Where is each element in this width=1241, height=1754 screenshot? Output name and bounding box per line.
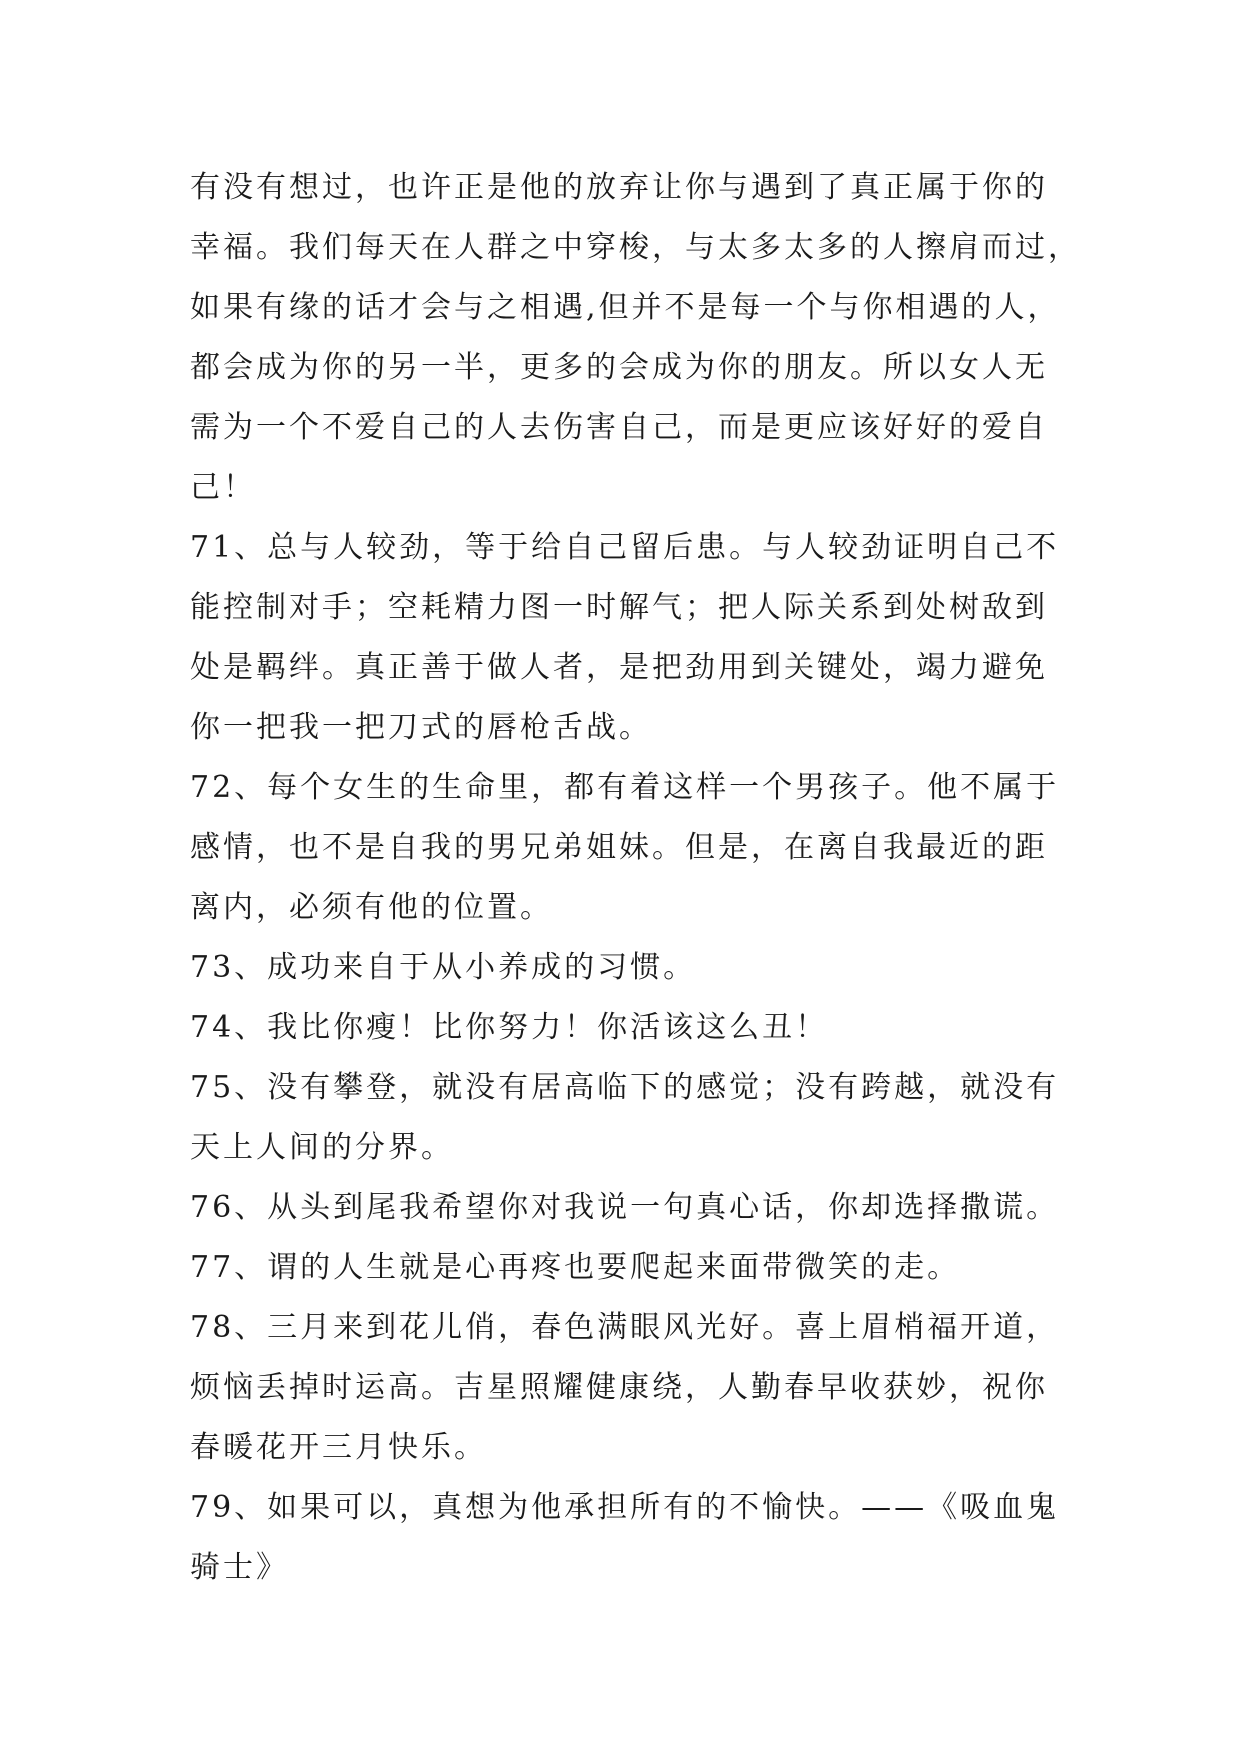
text-line: 都会成为你的另一半，更多的会成为你的朋友。所以女人无 <box>190 350 1048 385</box>
text-line: 天上人间的分界。 <box>190 1130 454 1165</box>
text-line: 77、谓的人生就是心再疼也要爬起来面带微笑的走。 <box>190 1250 961 1285</box>
text-line: 需为一个不爱自己的人去伤害自己，而是更应该好好的爱自 <box>190 410 1048 445</box>
text-line: 己！ <box>190 470 256 505</box>
text-line: 73、成功来自于从小养成的习惯。 <box>190 950 697 985</box>
text-line: 71、总与人较劲，等于给自己留后患。与人较劲证明自己不 <box>190 530 1060 565</box>
text-line: 如果有缘的话才会与之相遇,但并不是每一个与你相遇的人， <box>190 290 1061 325</box>
text-line: 76、从头到尾我希望你对我说一句真心话，你却选择撒谎。 <box>190 1190 1060 1225</box>
text-line: 75、没有攀登，就没有居高临下的感觉；没有跨越，就没有 <box>190 1070 1060 1105</box>
text-line: 79、如果可以，真想为他承担所有的不愉快。——《吸血鬼 <box>190 1490 1060 1525</box>
text-line: 烦恼丢掉时运高。吉星照耀健康绕，人勤春早收获妙，祝你 <box>190 1370 1048 1405</box>
text-line: 有没有想过，也许正是他的放弃让你与遇到了真正属于你的 <box>190 170 1048 205</box>
text-line: 处是羁绊。真正善于做人者，是把劲用到关键处，竭力避免 <box>190 650 1048 685</box>
text-line: 春暖花开三月快乐。 <box>190 1430 487 1465</box>
text-line: 74、我比你瘦！比你努力！你活该这么丑！ <box>190 1010 829 1045</box>
text-line: 72、每个女生的生命里，都有着这样一个男孩子。他不属于 <box>190 770 1060 805</box>
text-line: 你一把我一把刀式的唇枪舌战。 <box>190 710 652 745</box>
document-body <box>190 158 1090 1598</box>
text-line: 离内，必须有他的位置。 <box>190 890 553 925</box>
text-line: 骑士》 <box>190 1550 289 1585</box>
text-line: 78、三月来到花儿俏，春色满眼风光好。喜上眉梢福开道， <box>190 1310 1060 1345</box>
text-line: 幸福。我们每天在人群之中穿梭，与太多太多的人擦肩而过， <box>190 230 1081 265</box>
text-line: 感情，也不是自我的男兄弟姐妹。但是，在离自我最近的距 <box>190 830 1048 865</box>
text-line: 能控制对手；空耗精力图一时解气；把人际关系到处树敌到 <box>190 590 1048 625</box>
